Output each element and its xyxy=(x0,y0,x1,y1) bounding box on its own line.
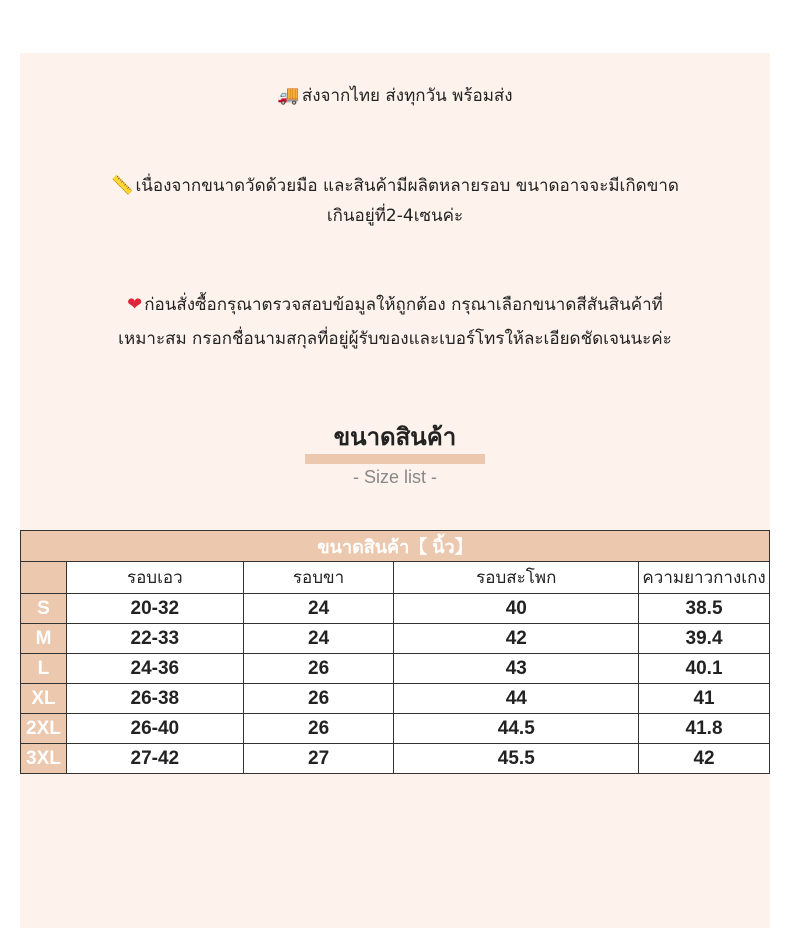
table-row xyxy=(21,654,770,684)
length-value: 41.8 xyxy=(639,714,770,744)
column-header-hip: รอบสะโพก xyxy=(394,562,639,594)
size-label: M xyxy=(21,624,67,654)
corner-cell xyxy=(21,562,67,594)
check-text-1: ก่อนสั่งซื้อกรุณาตรวจสอบข้อมูลให้ถูกต้อง กรุณาเลือกขนาดสีสันสินค้าที่ xyxy=(144,295,663,315)
truck-icon: 🚚 xyxy=(277,85,300,106)
check-note-line1 xyxy=(20,290,770,320)
heart-icon: ❤ xyxy=(127,294,143,315)
page-canvas xyxy=(20,53,770,928)
measure-note-line1 xyxy=(20,171,770,201)
waist-value: 22-33 xyxy=(66,624,243,654)
thigh-value: 24 xyxy=(243,624,394,654)
length-value: 41 xyxy=(639,684,770,714)
length-value: 42 xyxy=(639,744,770,774)
length-value: 39.4 xyxy=(639,624,770,654)
page-subtitle: - Size list - xyxy=(352,467,437,487)
hip-value: 43 xyxy=(394,654,639,684)
length-value: 38.5 xyxy=(639,594,770,624)
hip-value: 44.5 xyxy=(394,714,639,744)
measure-note-line2: เกินอยู่ที่2-4เซนค่ะ xyxy=(326,206,464,226)
hip-value: 42 xyxy=(394,624,639,654)
check-note-line2: เหมาะสม กรอกชื่อนามสกุลที่อยู่ผู้รับของและเบอร์โทรให้ละเอียดชัดเจนนะค่ะ xyxy=(118,329,672,349)
page-title: ขนาดสินค้า xyxy=(333,423,457,451)
size-label: L xyxy=(21,654,67,684)
size-label: 3XL xyxy=(21,744,67,774)
waist-value: 24-36 xyxy=(66,654,243,684)
length-value: 40.1 xyxy=(639,654,770,684)
measure-text-1: เนื่องจากขนาดวัดด้วยมือ และสินค้ามีผลิตหลายรอบ ขนาดอาจจะมีเกิดขาด xyxy=(135,176,679,196)
thigh-value: 26 xyxy=(243,684,394,714)
ruler-icon: 📏 xyxy=(111,175,134,196)
thigh-value: 24 xyxy=(243,594,394,624)
column-header-length: ความยาวกางเกง xyxy=(639,562,770,594)
size-table xyxy=(20,530,770,774)
waist-value: 26-38 xyxy=(66,684,243,714)
thigh-value: 26 xyxy=(243,654,394,684)
column-header-thigh: รอบขา xyxy=(243,562,394,594)
hip-value: 45.5 xyxy=(394,744,639,774)
table-row xyxy=(21,624,770,654)
table-header-row xyxy=(21,531,770,562)
waist-value: 27-42 xyxy=(66,744,243,774)
table-row xyxy=(21,714,770,744)
size-label: XL xyxy=(21,684,67,714)
shipping-note xyxy=(20,81,770,111)
waist-value: 20-32 xyxy=(66,594,243,624)
thigh-value: 27 xyxy=(243,744,394,774)
table-row xyxy=(21,744,770,774)
title-underline xyxy=(305,454,485,464)
size-label: S xyxy=(21,594,67,624)
column-header-row xyxy=(21,562,770,594)
hip-value: 40 xyxy=(394,594,639,624)
waist-value: 26-40 xyxy=(66,714,243,744)
table-title: ขนาดสินค้า【 นิ้ว】 xyxy=(21,531,770,562)
shipping-text: ส่งจากไทย ส่งทุกวัน พร้อมส่ง xyxy=(301,86,513,106)
table-row xyxy=(21,684,770,714)
size-label: 2XL xyxy=(21,714,67,744)
thigh-value: 26 xyxy=(243,714,394,744)
table-row xyxy=(21,594,770,624)
hip-value: 44 xyxy=(394,684,639,714)
column-header-waist: รอบเอว xyxy=(66,562,243,594)
